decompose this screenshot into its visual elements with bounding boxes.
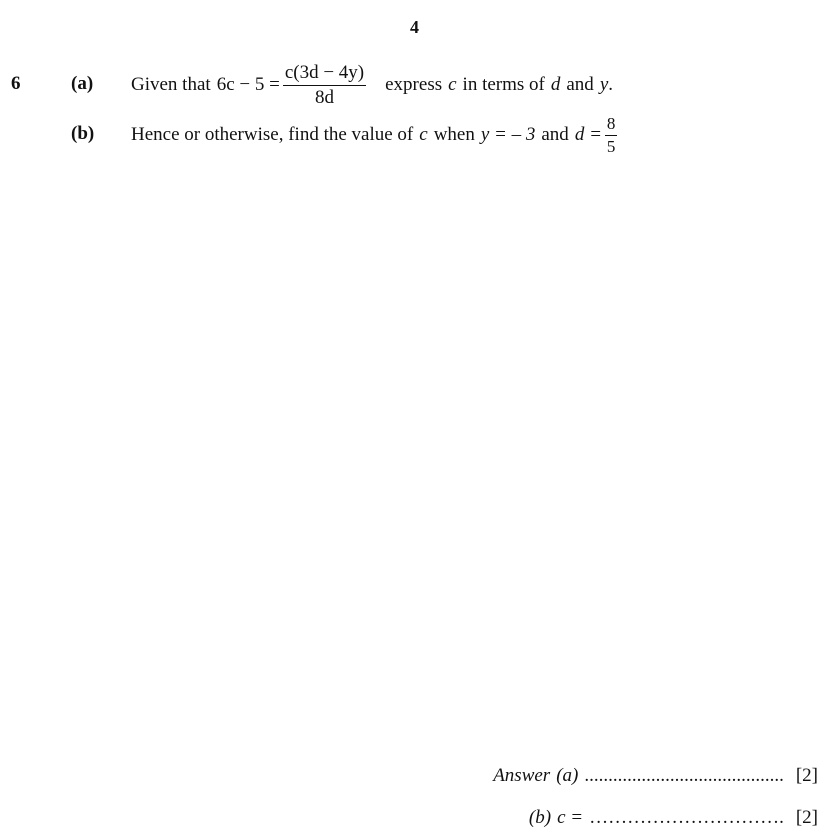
part-a-intro: Given that (131, 74, 211, 95)
part-b-variable-c: c (419, 124, 428, 145)
question-number: 6 (11, 73, 21, 94)
part-b-condition-y: y = – 3 (480, 124, 536, 145)
part-a-text-in-terms-of: in terms of (462, 74, 545, 95)
part-a-fraction (283, 62, 366, 109)
answer-a-row (493, 765, 818, 787)
part-b-text-and: and (541, 124, 569, 145)
part-b-fraction-numerator: 8 (605, 114, 618, 136)
part-a-variable-c: c (448, 74, 457, 95)
part-a-text-express: express (385, 74, 443, 95)
part-a-full-stop: . (608, 74, 613, 95)
part-a-label: (a) (71, 73, 94, 94)
part-a-variable-d: d (550, 74, 561, 95)
part-b-text-find-value: Hence or otherwise, find the value of (131, 124, 414, 145)
part-b-text-when: when (433, 124, 475, 145)
answer-a-marks: [2] (795, 765, 818, 786)
answer-b-label: (b) (528, 807, 552, 828)
answer-a-label: (a) (556, 765, 579, 786)
part-a-fraction-denominator: 8d (314, 86, 334, 108)
part-b-label: (b) (71, 123, 95, 144)
page-number: 4 (410, 17, 419, 37)
part-b-question-text (131, 110, 620, 160)
part-b-fraction-denominator: 5 (606, 136, 616, 156)
answer-b-variable: c = (557, 807, 584, 828)
part-b-fraction (605, 114, 618, 156)
answer-b-field[interactable]: …………………………. (589, 807, 784, 828)
part-b-condition-d: d = (574, 124, 602, 145)
part-a-variable-y: y (599, 74, 609, 95)
part-a-text-and: and (566, 74, 594, 95)
part-a-equation-lhs: 6c − 5 = (216, 74, 280, 95)
part-a-question-text (131, 60, 613, 110)
answer-b-marks: [2] (795, 807, 818, 828)
part-a-fraction-numerator: c(3d − 4y) (283, 62, 366, 86)
answer-prefix: Answer (493, 765, 551, 786)
answer-b-row (529, 807, 818, 829)
answer-a-field[interactable]: .......................................... (584, 765, 784, 786)
